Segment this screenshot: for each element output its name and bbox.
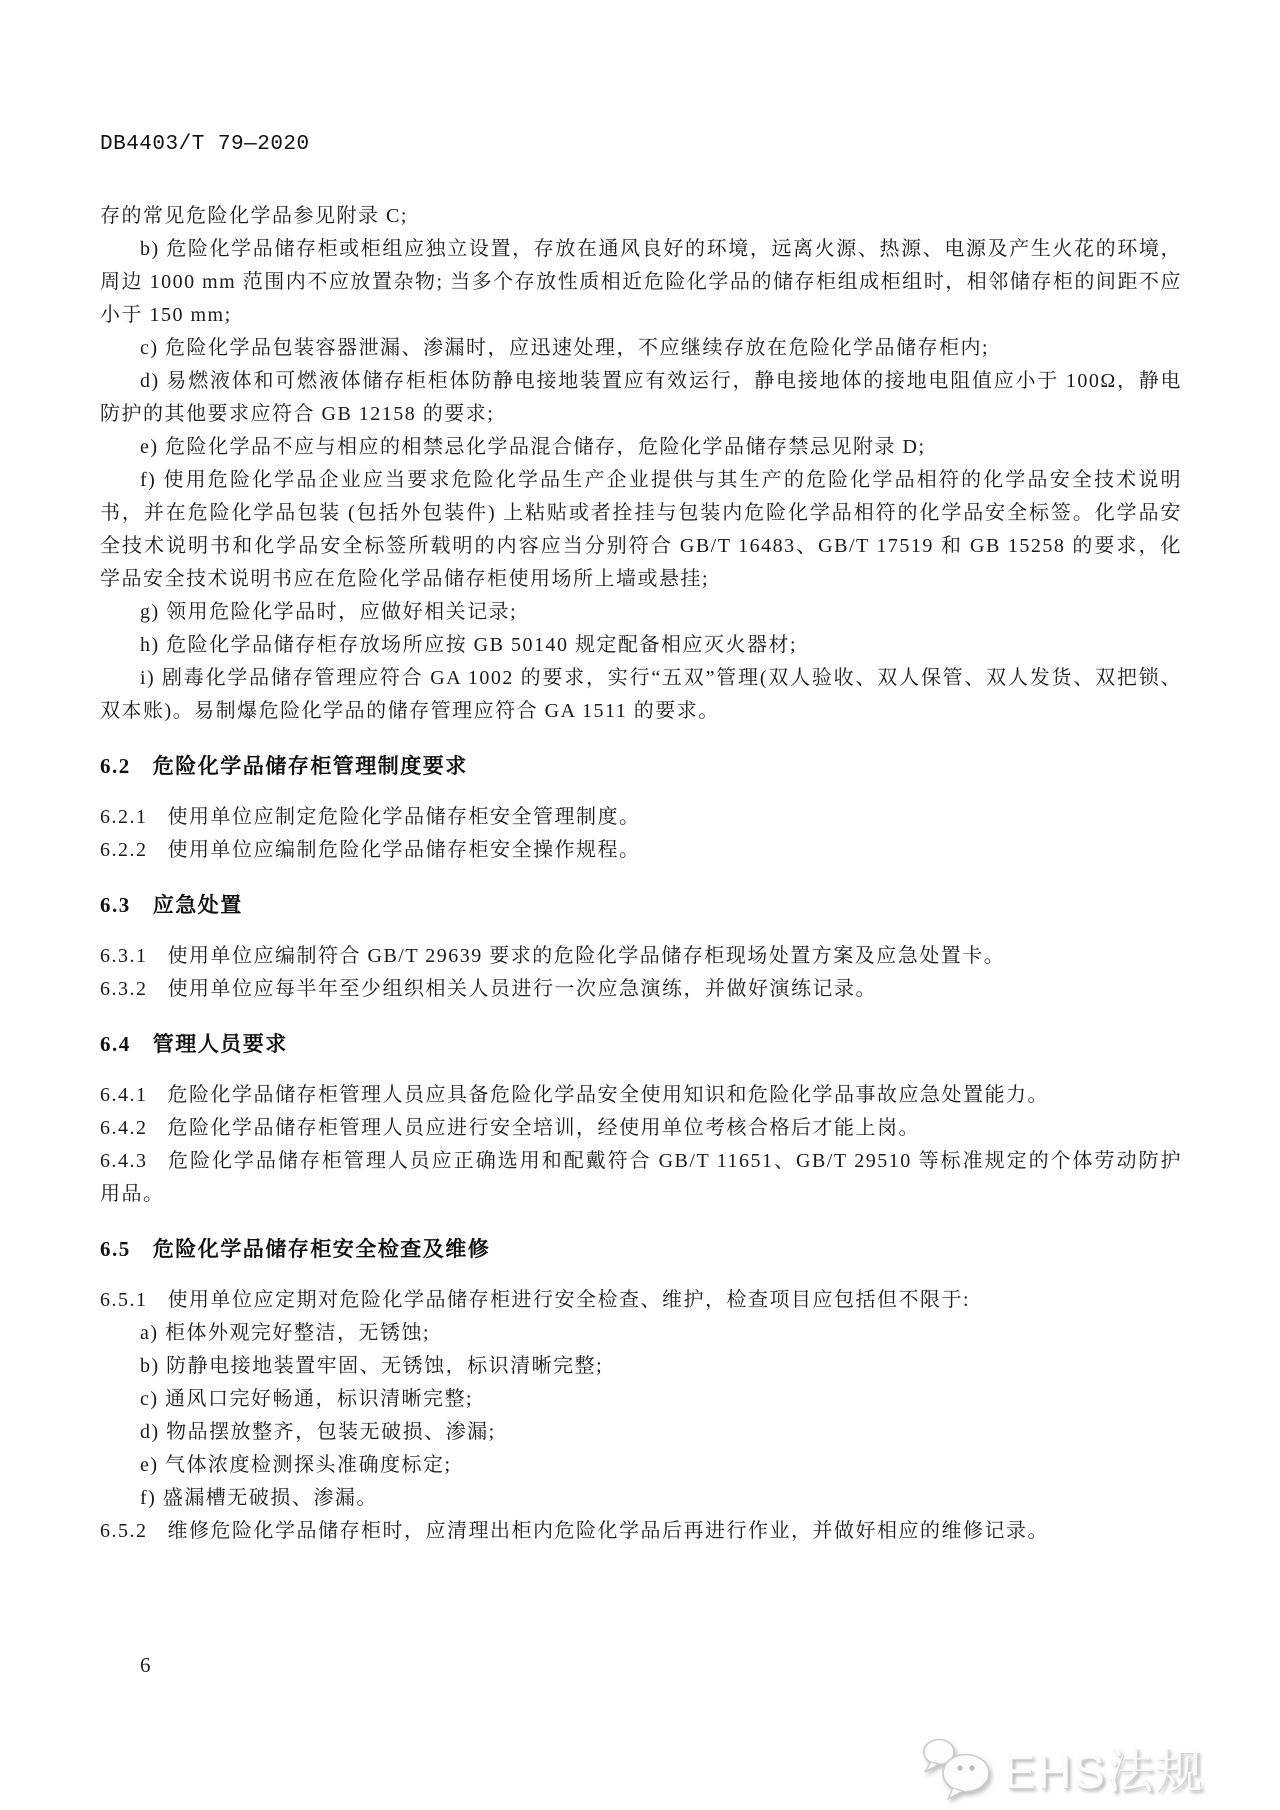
- clause-6-3-2: [100, 973, 1182, 1006]
- list-item-b: b) 危险化学品储存柜或柜组应独立设置，存放在通风良好的环境，远离火源、热源、电源及产生火花的环境，周边 1000 mm 范围内不应放置杂物; 当多个存放性质相近危险化学品的储存柜组成柜组时，相邻储存柜的间距不应小于 150 mm;: [100, 238, 1182, 326]
- section-title: 应急处置: [152, 894, 243, 917]
- section-title: 管理人员要求: [152, 1033, 288, 1056]
- clause-number: 6.4.1: [100, 1084, 148, 1106]
- clause-text: 使用单位应制定危险化学品储存柜安全管理制度。: [167, 806, 641, 828]
- section-heading-6-2: [100, 750, 1182, 783]
- wechat-icon: [922, 1736, 994, 1802]
- check-item-f: f) 盛漏槽无破损、渗漏。: [140, 1487, 378, 1509]
- clause-number: 6.3.1: [100, 945, 148, 967]
- section-heading-6-4: [100, 1028, 1182, 1061]
- clause-number: 6.2.1: [100, 806, 148, 828]
- clause-6-5-2: [100, 1515, 1182, 1548]
- check-item-a: a) 柜体外观完好整洁，无锈蚀;: [140, 1322, 431, 1344]
- section-number: 6.5: [100, 1237, 131, 1261]
- clause-text: 危险化学品储存柜管理人员应正确选用和配戴符合 GB/T 11651、GB/T 29510 等标准规定的个体劳动防护用品。: [100, 1150, 1182, 1205]
- check-item-e: e) 气体浓度检测探头准确度标定;: [140, 1454, 452, 1476]
- paragraph-continuation: 存的常见危险化学品参见附录 C;: [100, 205, 408, 227]
- clause-number: 6.4.2: [100, 1117, 148, 1139]
- clause-6-4-1: [100, 1079, 1182, 1112]
- clause-6-2-1: [100, 801, 1182, 834]
- section-number: 6.4: [100, 1032, 131, 1056]
- clause-6-2-2: [100, 834, 1182, 867]
- section-number: 6.2: [100, 754, 131, 778]
- clause-6-5-1: [100, 1284, 1182, 1317]
- list-item-i: i) 剧毒化学品储存管理应符合 GA 1002 的要求，实行“五双”管理(双人验收、双人保管、双人发货、双把锁、双本账)。易制爆危险化学品的储存管理应符合 GA 1511 的要求。: [100, 667, 1182, 722]
- clause-number: 6.5.2: [100, 1520, 148, 1542]
- page-number: 6: [140, 1653, 151, 1677]
- clause-text: 使用单位应编制危险化学品储存柜安全操作规程。: [167, 839, 641, 861]
- clause-text: 使用单位应每半年至少组织相关人员进行一次应急演练，并做好演练记录。: [167, 978, 877, 1000]
- clause-number: 6.2.2: [100, 839, 148, 861]
- list-item-h: h) 危险化学品储存柜存放场所应按 GB 50140 规定配备相应灭火器材;: [140, 634, 797, 656]
- section-heading-6-5: [100, 1233, 1182, 1266]
- check-item-c: c) 通风口完好畅通，标识清晰完整;: [140, 1388, 474, 1410]
- section-title: 危险化学品储存柜管理制度要求: [152, 755, 468, 778]
- watermark-label: EHS法规: [1004, 1745, 1205, 1798]
- clause-6-4-3: [100, 1145, 1182, 1211]
- list-item-f: f) 使用危险化学品企业应当要求危险化学品生产企业提供与其生产的危险化学品相符的化学品安全技术说明书，并在危险化学品包装 (包括外包装件) 上粘贴或者拴挂与包装内危险化学品相符的化学品安全标签。化学品安全技术说明书和化学品安全标签所载明的内容应当分别符合 GB/T 16483、GB/T 17519 和 GB 15258 的要求，化学品安全技术说明书应在危险化学品储存柜使用场所上墙或悬挂;: [100, 469, 1182, 590]
- clause-text: 危险化学品储存柜管理人员应进行安全培训，经使用单位考核合格后才能上岗。: [167, 1117, 920, 1139]
- section-heading-6-3: [100, 889, 1182, 922]
- check-item-d: d) 物品摆放整齐，包装无破损、渗漏;: [140, 1421, 496, 1443]
- list-item-d: d) 易燃液体和可燃液体储存柜柜体防静电接地装置应有效运行，静电接地体的接地电阻值应小于 100Ω，静电防护的其他要求应符合 GB 12158 的要求;: [100, 370, 1182, 425]
- clause-number: 6.4.3: [100, 1150, 148, 1172]
- watermark: [922, 1735, 1205, 1802]
- clause-text: 危险化学品储存柜管理人员应具备危险化学品安全使用知识和危险化学品事故应急处置能力。: [167, 1084, 1049, 1106]
- clause-text: 使用单位应编制符合 GB/T 29639 要求的危险化学品储存柜现场处置方案及应急处置卡。: [167, 945, 1006, 967]
- clause-number: 6.5.1: [100, 1289, 148, 1311]
- clause-6-4-2: [100, 1112, 1182, 1145]
- clause-6-3-1: [100, 940, 1182, 973]
- clause-number: 6.3.2: [100, 978, 148, 1000]
- clause-text: 使用单位应定期对危险化学品储存柜进行安全检查、维护，检查项目应包括但不限于:: [167, 1289, 971, 1311]
- list-item-c: c) 危险化学品包装容器泄漏、渗漏时，应迅速处理，不应继续存放在危险化学品储存柜内;: [140, 337, 990, 359]
- list-item-g: g) 领用危险化学品时，应做好相关记录;: [140, 601, 518, 623]
- clause-text: 维修危险化学品储存柜时，应清理出柜内危险化学品后再进行作业，并做好相应的维修记录。: [167, 1520, 1049, 1542]
- check-item-b: b) 防静电接地装置牢固、无锈蚀，标识清晰完整;: [140, 1355, 604, 1377]
- doc-number: DB4403/T 79—2020: [100, 133, 310, 156]
- document-body: [100, 200, 1182, 1548]
- section-title: 危险化学品储存柜安全检查及维修: [152, 1238, 491, 1261]
- section-number: 6.3: [100, 893, 131, 917]
- list-item-e: e) 危险化学品不应与相应的相禁忌化学品混合储存，危险化学品储存禁忌见附录 D;: [140, 436, 926, 458]
